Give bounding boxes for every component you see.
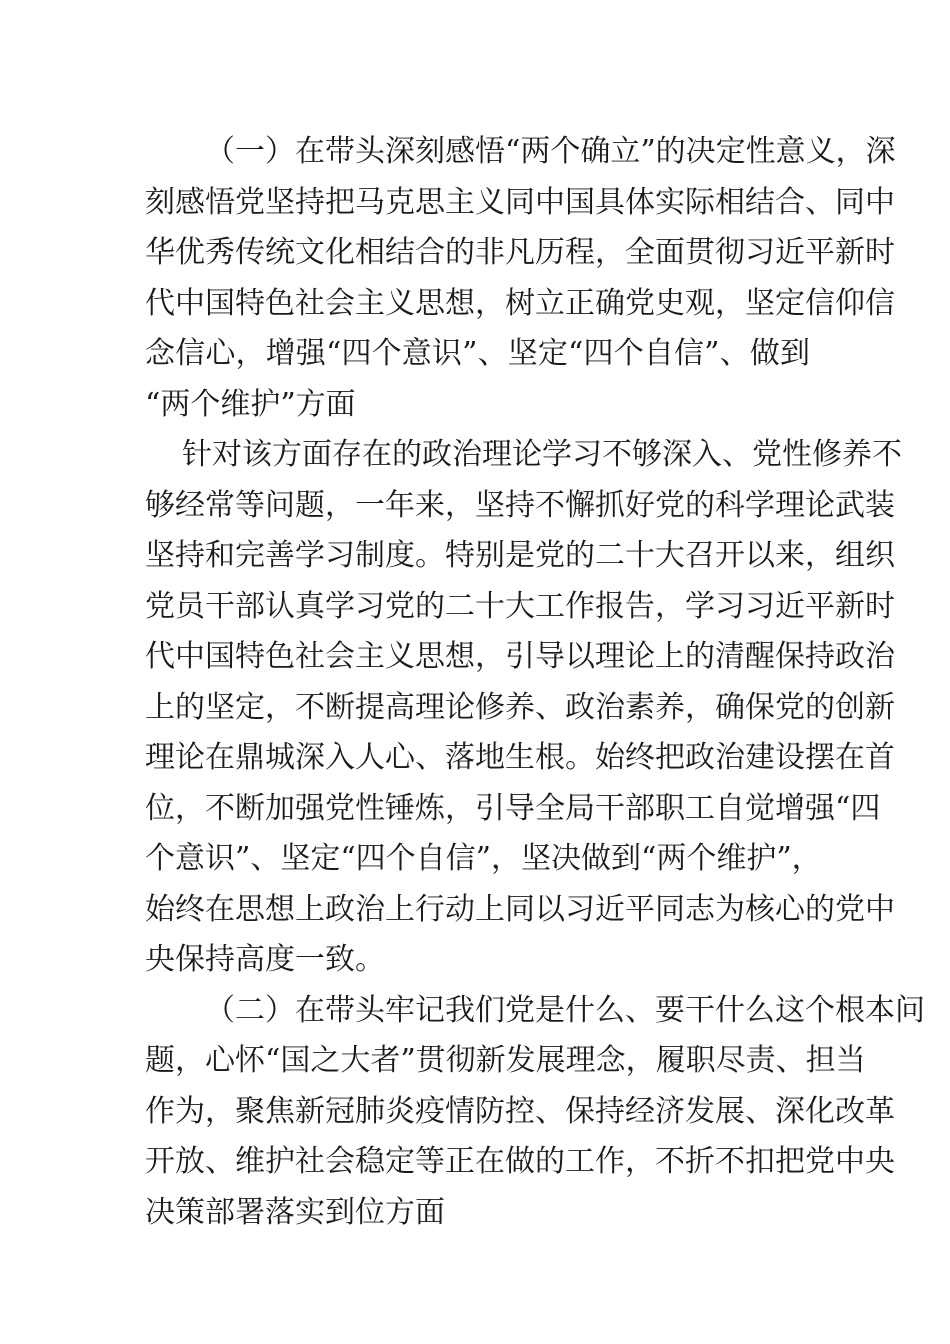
text-line: “两个维护”方面	[145, 386, 356, 422]
text-line: 念信心，增强“四个意识”、坚定“四个自信”、做到	[145, 336, 810, 371]
text-line: 坚持和完善学习制度。特别是党的二十大召开以来，组织	[145, 538, 895, 573]
text-line: （二）在带头牢记我们党是什么、要干什么这个根本问	[205, 992, 925, 1028]
text-line: 针对该方面存在的政治理论学习不够深入、党性修养不	[182, 437, 902, 472]
text-line: 代中国特色社会主义思想，树立正确党史观，坚定信仰信	[145, 285, 895, 321]
section-1-body	[145, 430, 902, 986]
text-line: 够经常等问题，一年来，坚持不懈抓好党的科学理论武装	[145, 487, 895, 523]
text-line: 开放、维护社会稳定等正在做的工作，不折不扣把党中央	[145, 1144, 895, 1179]
text-line: 始终在思想上政治上行动上同以习近平同志为核心的党中	[145, 891, 895, 927]
section-1-heading	[145, 127, 896, 430]
text-line: 刻感悟党坚持把马克思主义同中国具体实际相结合、同中	[145, 184, 895, 220]
text-line: 上的坚定，不断提高理论修养、政治素养，确保党的创新	[145, 689, 895, 725]
section-2-heading	[145, 986, 925, 1239]
text-line: 华优秀传统文化相结合的非凡历程，全面贯彻习近平新时	[145, 235, 895, 270]
text-line: 央保持高度一致。	[145, 942, 385, 977]
document-text	[145, 127, 925, 1238]
text-line: 位，不断加强党性锤炼，引导全局干部职工自觉增强“四	[145, 790, 881, 826]
text-line: 理论在鼎城深入人心、落地生根。始终把政治建设摆在首	[145, 740, 895, 775]
text-line: 代中国特色社会主义思想，引导以理论上的清醒保持政治	[145, 639, 895, 674]
text-line: 党员干部认真学习党的二十大工作报告，学习习近平新时	[145, 588, 895, 624]
text-line: 题，心怀“国之大者”贯彻新发展理念，履职尽责、担当	[145, 1043, 866, 1078]
text-line: 作为，聚焦新冠肺炎疫情防控、保持经济发展、深化改革	[145, 1093, 895, 1129]
text-line: 决策部署落实到位方面	[145, 1194, 445, 1230]
text-line: 个意识”、坚定“四个自信”，坚决做到“两个维护”，	[145, 841, 822, 876]
text-line: （一）在带头深刻感悟“两个确立”的决定性意义，深	[205, 134, 896, 169]
